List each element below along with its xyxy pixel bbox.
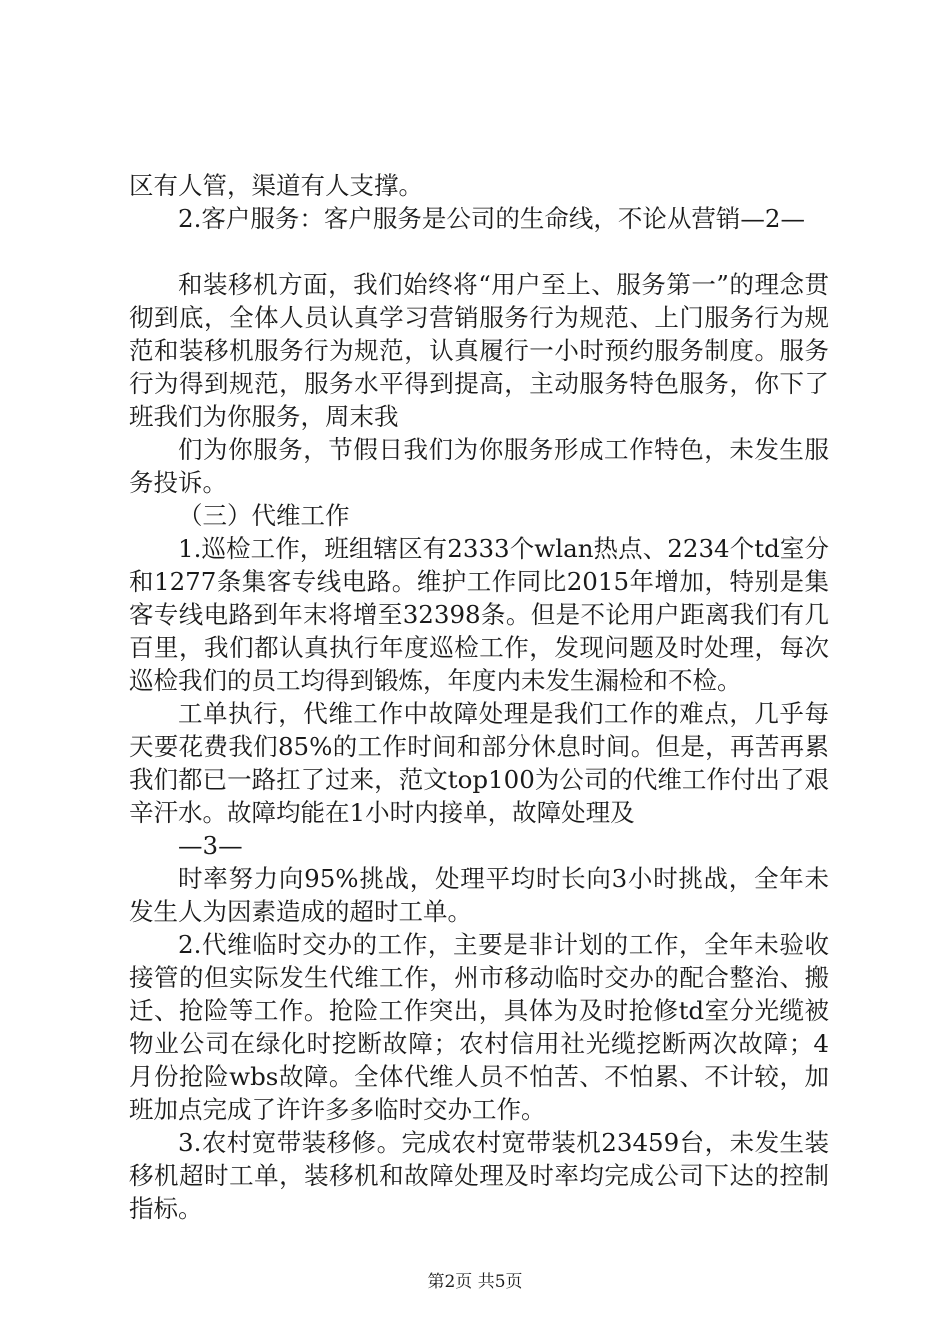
paragraph-10: 2.代维临时交办的工作，主要是非计划的工作，全年未验收接管的但实际发生代维工作，州市移动临时交办的配合整治、搬迁、抢险等工作。抢险工作突出，具体为及时抢修td室分光缆被物业公司在绿化时挖断故障；农村信用社光缆挖断两次故障；4月份抢险wbs故障。全体代维人员不怕苦、不怕累、不计较，加班加点完成了许许多多临时交办工作。 <box>129 930 829 1124</box>
paragraph-6: 1.巡检工作，班组辖区有2333个wlan热点、2234个td室分和1277条集客专线电路。维护工作同比2015年增加，特别是集客专线电路到年末将增至32398条。但是不论用户距离我们有几百里，我们都认真执行年度巡检工作，发现问题及时处理，每次巡检我们的员工均得到锻炼，年度内未发生漏检和不检。 <box>129 534 829 695</box>
paragraph-3: 和装移机方面，我们始终将“用户至上、服务第一”的理念贯彻到底，全体人员认真学习营销服务行为规范、上门服务行为规范和装移机服务行为规范，认真履行一小时预约服务制度。服务行为得到规范，服务水平得到提高，主动服务特色服务，你下了班我们为你服务，周末我 <box>129 270 829 431</box>
paragraph-7: 工单执行，代维工作中故障处理是我们工作的难点，几乎每天要花费我们85%的工作时间和部分休息时间。但是，再苦再累我们都已一路扛了过来，范文top100为公司的代维工作付出了艰辛汗水。故障均能在1小时内接单，故障处理及 <box>129 699 829 827</box>
paragraph-11: 3.农村宽带装移修。完成农村宽带装机23459台，未发生装移机超时工单，装移机和故障处理及时率均完成公司下达的控制指标。 <box>129 1128 829 1223</box>
document-body <box>129 169 829 1225</box>
page-indicator: 第2页 共5页 <box>427 1272 523 1292</box>
page-marker: —3— <box>178 831 243 860</box>
paragraph-2: 2.客户服务：客户服务是公司的生命线，不论从营销—2— <box>178 204 805 233</box>
section-heading: （三）代维工作 <box>178 501 350 530</box>
paragraph-1: 区有人管，渠道有人支撑。 <box>129 171 423 200</box>
paragraph-9: 时率努力向95%挑战，处理平均时长向3小时挑战，全年未发生人为因素造成的超时工单。 <box>129 864 829 926</box>
page-footer <box>0 1272 950 1292</box>
paragraph-4: 们为你服务，节假日我们为你服务形成工作特色，未发生服务投诉。 <box>129 435 829 497</box>
